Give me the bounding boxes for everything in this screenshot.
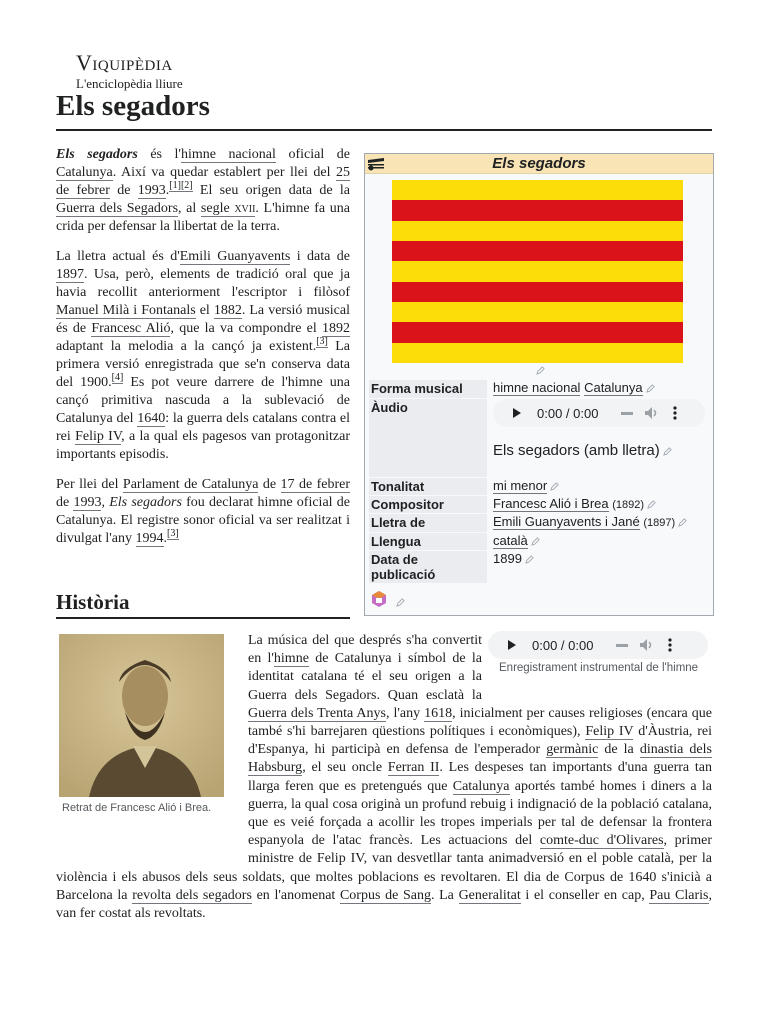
- section-heading-historia: Història: [56, 590, 130, 614]
- label-forma-musical: Forma musical: [369, 380, 487, 398]
- link-guerra-trenta-anys[interactable]: Guerra dels Trenta Anys: [248, 705, 386, 721]
- infobox: [364, 153, 714, 616]
- row-data-publicacio: [369, 551, 709, 583]
- label-compositor: Compositor: [369, 496, 487, 513]
- link-1882[interactable]: 1882: [213, 303, 242, 318]
- edit-pencil-icon[interactable]: [536, 366, 545, 375]
- intro-paragraph-1: Els segadors és l'himne nacional oficial de Catalunya. Així va quedar establert per llei del 25 de febrer de 1993.[1][2] El seu origen data de la Guerra dels Segadors, al segle xvii. L'himne fa una crida per defensar la llibertat de la terra.: [56, 147, 350, 234]
- wikidata-logo-icon[interactable]: [370, 590, 388, 608]
- value-data-publicacio: 1899: [493, 551, 709, 567]
- link-catalunya[interactable]: Catalunya: [56, 165, 113, 180]
- section-divider: [56, 617, 350, 619]
- link-revolta-segadors[interactable]: revolta dels segadors: [132, 887, 252, 903]
- row-forma-musical: [369, 380, 709, 398]
- link-lletrista[interactable]: Emili Guanyavents i Jané: [493, 514, 640, 529]
- link-parlament[interactable]: Parlament de Catalunya: [122, 477, 259, 492]
- edit-pencil-icon[interactable]: [396, 598, 405, 607]
- progress-bar[interactable]: [621, 412, 633, 415]
- infobox-title: Els segadors: [492, 155, 586, 172]
- row-llengua: [369, 533, 709, 550]
- link-catalunya-hist[interactable]: Catalunya: [452, 778, 510, 794]
- more-options-icon[interactable]: [673, 406, 677, 420]
- ref-3[interactable]: [3]: [316, 336, 328, 348]
- link-emili-guanyavents[interactable]: Emili Guanyavents: [179, 249, 291, 264]
- ref-2[interactable]: [2]: [180, 180, 193, 192]
- value-tonalitat: [493, 478, 709, 494]
- value-compositor: Francesc Alió i Brea (1892): [493, 496, 709, 513]
- row-tonalitat: [369, 478, 709, 495]
- flag-image[interactable]: [392, 180, 683, 363]
- page-title: Els segadors: [56, 90, 210, 122]
- value-forma-musical: [493, 380, 709, 396]
- edit-pencil-icon[interactable]: [647, 500, 656, 509]
- ref-1[interactable]: [1]: [169, 180, 181, 192]
- label-audio: Àudio: [369, 399, 487, 477]
- link-felip-iv[interactable]: Felip IV: [75, 429, 122, 444]
- link-himne-nacional-ib[interactable]: himne nacional: [493, 380, 581, 395]
- edit-pencil-icon[interactable]: [531, 537, 540, 546]
- audio-time: 0:00 / 0:00: [537, 405, 599, 421]
- link-germanic[interactable]: germànic: [546, 742, 599, 758]
- link-mi-menor[interactable]: mi menor: [493, 478, 548, 493]
- audio-caption-instrumental: Enregistrament instrumental de l'himne: [499, 662, 699, 674]
- portrait-caption: Retrat de Francesc Alió i Brea.: [62, 802, 212, 814]
- value-llengua: [493, 533, 709, 549]
- label-data-publicacio: Data de publicació: [369, 551, 487, 583]
- intro-text: [56, 146, 350, 560]
- link-catalunya-ib[interactable]: Catalunya: [584, 380, 643, 395]
- link-1640[interactable]: 1640: [137, 411, 166, 426]
- row-compositor: [369, 496, 709, 513]
- link-compositor[interactable]: Francesc Alió i Brea: [493, 496, 609, 511]
- ref-4[interactable]: [4]: [111, 372, 124, 384]
- link-francesc-alio[interactable]: Francesc Alió: [91, 321, 171, 336]
- edit-pencil-icon[interactable]: [663, 447, 672, 456]
- logo-title: Viquipèdia: [76, 50, 173, 75]
- link-olivares[interactable]: comte-duc d'Olivares: [539, 833, 664, 849]
- audio-caption: Els segadors (amb lletra): [493, 443, 709, 459]
- value-lletra: Emili Guanyavents i Jané (1897): [493, 514, 709, 531]
- volume-icon[interactable]: [645, 407, 659, 419]
- link-1618[interactable]: 1618: [424, 705, 453, 721]
- edit-pencil-icon[interactable]: [678, 518, 687, 527]
- link-pau-claris[interactable]: Pau Claris: [649, 887, 709, 903]
- link-1993[interactable]: 1993: [137, 183, 166, 198]
- audio-time: 0:00 / 0:00: [532, 637, 594, 653]
- link-ferran-ii[interactable]: Ferran II: [387, 760, 440, 776]
- play-icon[interactable]: [513, 408, 521, 418]
- link-corpus-sang[interactable]: Corpus de Sang: [339, 887, 431, 903]
- bold-title: Els segadors: [56, 147, 138, 162]
- edit-pencil-icon[interactable]: [646, 384, 655, 393]
- link-1993-b[interactable]: 1993: [73, 495, 102, 510]
- label-tonalitat: Tonalitat: [369, 478, 487, 495]
- ref-3b[interactable]: [3]: [167, 528, 179, 540]
- row-lletra: [369, 514, 709, 532]
- link-segle[interactable]: segle xvii: [200, 201, 256, 216]
- link-mila-fontanals[interactable]: Manuel Milà i Fontanals: [56, 303, 196, 318]
- link-1892[interactable]: 1892: [322, 321, 350, 336]
- infobox-header: [365, 154, 713, 174]
- edit-pencil-icon[interactable]: [525, 555, 534, 564]
- link-generalitat[interactable]: Generalitat: [458, 887, 521, 903]
- title-divider: [56, 129, 712, 131]
- link-himne-nacional[interactable]: himne nacional: [180, 147, 276, 162]
- link-catala[interactable]: català: [493, 533, 528, 548]
- audio-player[interactable]: [493, 399, 705, 427]
- link-17-febrer[interactable]: 17 de febrer: [280, 477, 351, 492]
- link-habsburg[interactable]: dinastia dels Habsburg: [248, 742, 712, 776]
- label-llengua: Llengua: [369, 533, 487, 550]
- link-guerra-segadors[interactable]: Guerra dels Segadors: [56, 201, 179, 216]
- intro-paragraph-3: Per llei del Parlament de Catalunya de 17 de febrer de 1993, Els segadors fou declarat himne oficial de Catalunya. El registre sonor oficial va ser realitzat i divulgat l'any 1994.[3]: [56, 477, 351, 546]
- link-1897[interactable]: 1897: [56, 267, 84, 282]
- link-1994[interactable]: 1994: [135, 531, 164, 546]
- intro-paragraph-2: La lletra actual és d'Emili Guanyavents i data de 1897. Usa, però, elements de tradició oral que ja havia recollit anteriorment l'escriptor i filòsof Manuel Milà i Fontanals el 1882. La versió musical és de Francesc Alió, que la va compondre el 1892 adaptant la melodia a la cançó ja existent.[3] La primera versió enregistrada que se'n conserva data del 1900.[4] Es pot veure darrere de l'himne una cançó primitiva nascuda a la sublevació de Catalunya del 1640: la guerra dels catalans contra el rei Felip IV, a la qual els pagesos van protagonitzar importants episodis.: [56, 249, 351, 462]
- link-himne[interactable]: himne: [273, 651, 309, 667]
- site-logo[interactable]: [76, 50, 183, 92]
- logo-subtitle: L'enciclopèdia lliure: [76, 76, 183, 91]
- row-audio: [369, 399, 709, 477]
- link-felip-iv-hist[interactable]: Felip IV: [585, 724, 634, 740]
- link-25-febrer[interactable]: 25 de febrer: [56, 165, 350, 198]
- history-paragraph: La música del que després s'ha convertit en l'himne de Catalunya i símbol de la identitat catalana té el seu origen a la Guerra dels Segadors. Quan esclatà la Guerra dels Trenta Anys, l'any 1618, inicialment per causes religioses (encara que també s'hi barrejaren qüestions polítiques i econòmiques), Felip IV d'Àustria, rei d'Espanya, hi participà en defensa de l'emperador germànic de la dinastia dels Habsburg, el seu oncle Ferran II. Les despeses tan importants d'una guerra tan llarga feren que es pretengués que Catalunya aportés també homes i diners a la guerra, la qual cosa originà un profund rebuig i indignació de la població catalana, que es veié forçada a acollir les tropes imperials per tal de defensar la frontera espanyola de l'atac francès. Les actuacions del comte-duc d'Olivares, primer ministre de Felip IV, van desvetllar tanta animadversió en el poble català, per la violència i els abusos dels seus soldats, que moltes poblacions es revoltaren. El dia de Corpus de 1640 s'inicià a Barcelona la revolta dels segadors en l'anomenat Corpus de Sang. La Generalitat i el conseller en cap, Pau Claris, van fer costat als revoltats.: [56, 633, 713, 922]
- label-lletra: Lletra de: [369, 514, 487, 532]
- edit-pencil-icon[interactable]: [550, 482, 559, 491]
